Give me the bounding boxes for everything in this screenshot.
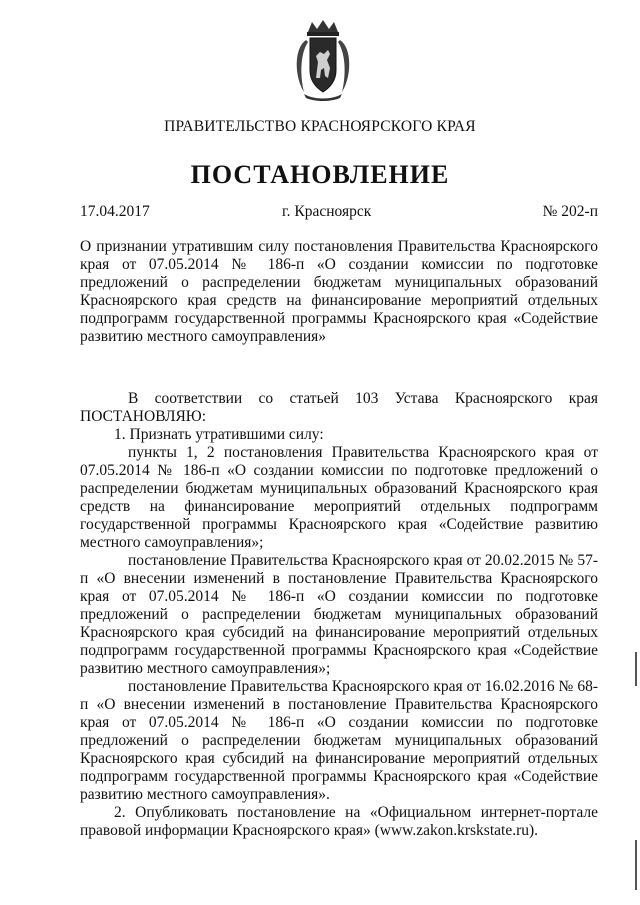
resolve-text: ПОСТАНОВЛЯЮ: [80,408,207,425]
item-1b-text: постановление Правительства Красноярского края от 20.02.2015 № 57-п «О внесении изменений в постановление Правительства Красноярского края от 07.05.2014 № 186-п «О создании комиссии по подготовке предложений о распределении бюджетам муниципальных образований Красноярского края субсидий на финансирование мероприятий отдельных подпрограмм государственной программы Красноярского края «Содействие развитию местного самоуправления»; [80,552,598,677]
subject-text: О признании утратившим силу постановления Правительства Красноярского края от 07.05.2014 № 186-п «О создании комиссии по подготовке предложений о распределении бюджетам муниципальных образований Красноярского края средств на финансирование мероприятий отдельных подпрограмм государственной программы Красноярского края «Содействие развитию местного самоуправления» [80,238,598,345]
item-1a-text: пункты 1, 2 постановления Правительства Красноярского края от 07.05.2014 № 186-п «О создании комиссии по подготовке предложений о распределении бюджетам муниципальных образований Красноярского края средств на финансирование мероприятий отдельных подпрограмм государственной программы Красноярского края «Содействие развитию местного самоуправления»; [80,444,598,551]
subject-block [80,238,598,346]
document-type-title: ПОСТАНОВЛЕНИЕ [190,160,450,189]
item-1c-text: постановление Правительства Красноярского края от 16.02.2016 № 68-п «О внесении изменений в постановление Правительства Красноярского края от 07.05.2014 № 186-п «О создании комиссии по подготовке предложений о распределении бюджетам муниципальных образований Красноярского края субсидий на финансирование мероприятий отдельных подпрограмм государственной программы Красноярского края «Содействие развитию местного самоуправления». [80,678,598,803]
document-city: г. Красноярск [282,203,372,220]
document-number: № 202-п [542,203,598,220]
body-block [80,390,598,840]
scan-margin-mark [635,652,637,686]
item-2-text: 2. Опубликовать постановление на «Официальном интернет-портале правовой информации Красноярского края» (www.zakon.krskstate.ru). [80,804,598,839]
scan-margin-mark [635,840,637,890]
document-date: 17.04.2017 [80,203,150,220]
coat-of-arms-emblem [292,18,354,102]
preamble-text: В соответствии со статьей 103 Устава Красноярского края [128,390,598,407]
government-name: ПРАВИТЕЛЬСТВО КРАСНОЯРСКОГО КРАЯ [164,118,476,135]
item-1-text: 1. Признать утратившими силу: [114,426,324,443]
